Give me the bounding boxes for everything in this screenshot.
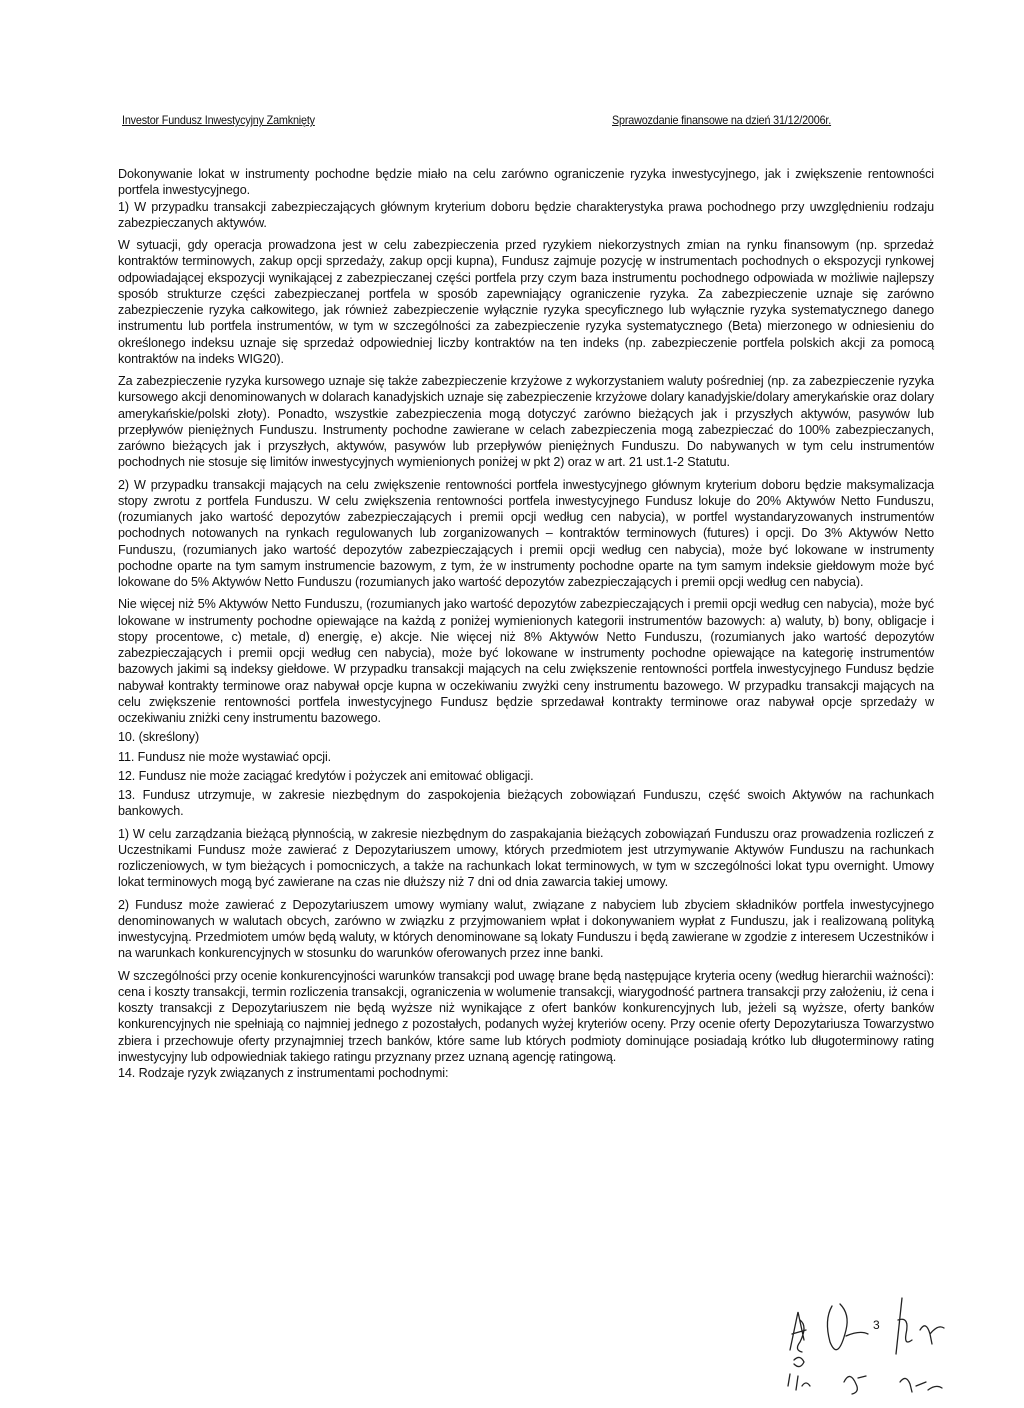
signatures-drawing	[780, 1290, 980, 1400]
list-item-10: 10. (skreślony)	[118, 730, 200, 745]
document-header-report-title: Sprawozdanie finansowe na dzień 31/12/2006r.	[612, 113, 832, 127]
paragraph-hedging-criteria: 1) W przypadku transakcji zabezpieczających głównym kryterium doboru będzie charakterystyka prawa pochodnego przy uwzględnieniu rodzaju zabezpieczanych aktywów.	[118, 199, 934, 230]
paragraph-liquidity-management: 1) W celu zarządzania bieżącą płynnością, w zakresie niezbędnym do zaspakajania bieżących zobowiązań Funduszu oraz prowadzenia rozliczeń z Uczestnikami Fundusz może zawierać z Depozytariuszem umowy, których przedmiotem jest utrzymywanie Aktywów Funduszu na rachunkach rozliczeniowych, w tym bieżących i pomocniczych, a także na rachunkach lokat terminowych, w tym w szczególności lokat typu overnight. Umowy lokat terminowych mogą być zawierane na czas nie dłuższy niż 7 dni od dnia zawarcia takiej umowy.	[118, 826, 934, 890]
paragraph-hedging-situation: W sytuacji, gdy operacja prowadzona jest w celu zabezpieczenia przed ryzykiem niekorzystnych zmian na rynku finansowym (np. sprzedaż kontraktów terminowych, zakup opcji sprzedaży, zakup opcji kupna), Fundusz zajmuje pozycję w instrumentach pochodnych o ekspozycji rynkowej odpowiadającej ekspozycji wynikającej z zabezpieczanej części portfela przy czym baza instrumentu pochodnego odpowiada w możliwie najlepszy sposób strukturze części zabezpieczanej portfela w sposób zapewniający ograniczenie ryzyka. Za zabezpieczenie uznaje się zarówno zabezpieczenie ryzyka całkowitego, jak również zabezpieczenie wyłącznie ryzyka specyficznego lub wyłącznie ryzyka systematycznego danego instrumentu lub portfela instrumentów, w tym w szczególności za zabezpieczenie ryzyka systematycznego (Beta) mierzonego w odniesieniu do określonego indeksu uznaje się sprzedaż odpowiedniej liczby kontraktów na ten indeks (np. zabezpieczenie portfela polskich akcji za pomocą kontraktów na indeks WIG20).	[118, 238, 934, 366]
paragraph-limits: Nie więcej niż 5% Aktywów Netto Funduszu, (rozumianych jako wartość depozytów zabezpieczających i premii opcji według cen nabycia), może być lokowane w instrumenty pochodne opiewające na każdą z poniżej wymienionych kategorii instrumentów bazowych: a) waluty, b) bony, obligacje i stopy procentowe, c) metale, d) energię, e) akcje. Nie więcej niż 8% Aktywów Netto Funduszu, (rozumianych jako wartość depozytów zabezpieczających i premii opcji według cen nabycia), może być lokowane w instrumenty pochodne opiewające na kategorię instrumentów bazowych jakimi są indeksy giełdowe. W przypadku transakcji mających na celu zwiększenie rentowności portfela inwestycyjnego Fundusz będzie nabywał kontrakty terminowe oraz nabywał opcje kupna w oczekiwaniu zwyżki ceny instrumentu bazowego. W przypadku transakcji mających na celu zwiększenie rentowności portfela inwestycyjnego Fundusz będzie sprzedawał kontrakty terminowe oraz nabywał opcje sprzedaży w oczekiwaniu zniżki ceny instrumentu bazowego.	[118, 597, 934, 725]
document-header-fund-name: Investor Fundusz Inwestycyjny Zamknięty	[122, 113, 315, 127]
paragraph-currency-hedging: Za zabezpieczenie ryzyka kursowego uznaje się także zabezpieczenie krzyżowe z wykorzystaniem waluty pośredniej (np. za zabezpieczenie ryzyka kursowego akcji denominowanych w dolarach kanadyjskich uznaje się zabezpieczenie krzyżowe dolary kanadyjskie/dolary amerykańskie oraz dolary amerykańskie/polski złoty). Ponadto, wszystkie zabezpieczenia mogą dotyczyć zarówno bieżących jak i przyszłych aktywów, pasywów lub przepływów pieniężnych Funduszu. Instrumenty pochodne zawierane w celach zabezpieczenia mogą zabezpieczać do 100% zabezpieczanych, zarówno bieżących jak i przyszłych, aktywów, pasywów lub przepływów pieniężnych Funduszu. Do nabywanych w tym celu instrumentów pochodnych nie stosuje się limitów inwestycyjnych wymienionych poniżej w pkt 2) oraz w art. 21 ust.1-2 Statutu.	[118, 374, 934, 470]
paragraph-intro: Dokonywanie lokat w instrumenty pochodne będzie miało na celu zarówno ograniczenie ryzyka inwestycyjnego, jak i zwiększenie rentowności portfela inwestycyjnego.	[118, 167, 934, 198]
document-body	[118, 166, 934, 1081]
page-number: 3	[873, 1318, 880, 1332]
paragraph-profitability-transactions: 2) W przypadku transakcji mających na celu zwiększenie rentowności portfela inwestycyjnego głównym kryterium doboru będzie maksymalizacja stopy zwrotu z portfela Funduszu. W celu zwiększenia rentowności portfela inwestycyjnego Fundusz lokuje do 20% Aktywów Netto Funduszu, (rozumianych jako wartość depozytów zabezpieczających i premii opcji według cen nabycia), w portfel wystandaryzowanych instrumentów pochodnych notowanych na rynkach regulowanych lub zorganizowanych – kontraktów terminowych (futures) i opcji. Do 3% Aktywów Netto Funduszu, (rozumianych jako wartość depozytów zabezpieczających i premii opcji według cen nabycia), może być lokowane w instrumenty pochodne oparte na tym samym instrumencie bazowym, z tym, że w instrumenty pochodne oparte na tym samym indeksie giełdowym może być lokowane do 5% Aktywów Netto Funduszu (rozumianych jako wartość depozytów zabezpieczających i premii opcji według cen nabycia).	[118, 477, 934, 589]
paragraph-competitiveness-criteria: W szczególności przy ocenie konkurencyjności warunków transakcji pod uwagę brane będą następujące kryteria oceny (według hierarchii ważności): cena i koszty transakcji, termin rozliczenia transakcji, ograniczenia w wolumenie transakcji, wiarygodność partnera transakcji przy założeniu, iż cena i koszty transakcji z Depozytariuszem nie będą wyższe niż wynikające z ofert banków konkurencyjnych lub, jeżeli są wyższe, oferty banków konkurencyjnych nie spełniają co najmniej jednego z pozostałych, podanych wyżej kryteriów oceny. Przy ocenie oferty Depozytariusza Towarzystwo zbiera i przechowuje oferty przynajmniej trzech banków, które same lub których podmioty dominujące posiadają krótko lub długoterminowy rating inwestycyjny lub odpowiedniak takiego ratingu przyznany przez uznaną agencję ratingową.	[118, 968, 934, 1064]
list-item-14: 14. Rodzaje ryzyk związanych z instrumentami pochodnymi:	[118, 1066, 449, 1080]
list-item-11: 11. Fundusz nie może wystawiać opcji.	[118, 749, 332, 764]
handwritten-signatures	[780, 1290, 980, 1400]
list-item-13: 13. Fundusz utrzymuje, w zakresie niezbędnym do zaspokojenia bieżących zobowiązań Funduszu, część swoich Aktywów na rachunkach bankowych.	[118, 788, 934, 819]
list-item-12: 12. Fundusz nie może zaciągać kredytów i pożyczek ani emitować obligacji.	[118, 768, 534, 783]
paragraph-currency-exchange: 2) Fundusz może zawierać z Depozytariuszem umowy wymiany walut, związane z nabyciem lub zbyciem składników portfela inwestycyjnego denominowanych w walutach obcych, zarówno w związku z przyjmowaniem wpłat i dokonywaniem wypłat z Funduszu, jak i realizowaną polityką inwestycyjną. Przedmiotem umów będą waluty, w których denominowane są lokaty Funduszu i będą zawierane w zgodzie z interesem Uczestników i na warunkach konkurencyjnych w stosunku do warunków oferowanych przez inne banki.	[118, 897, 934, 961]
